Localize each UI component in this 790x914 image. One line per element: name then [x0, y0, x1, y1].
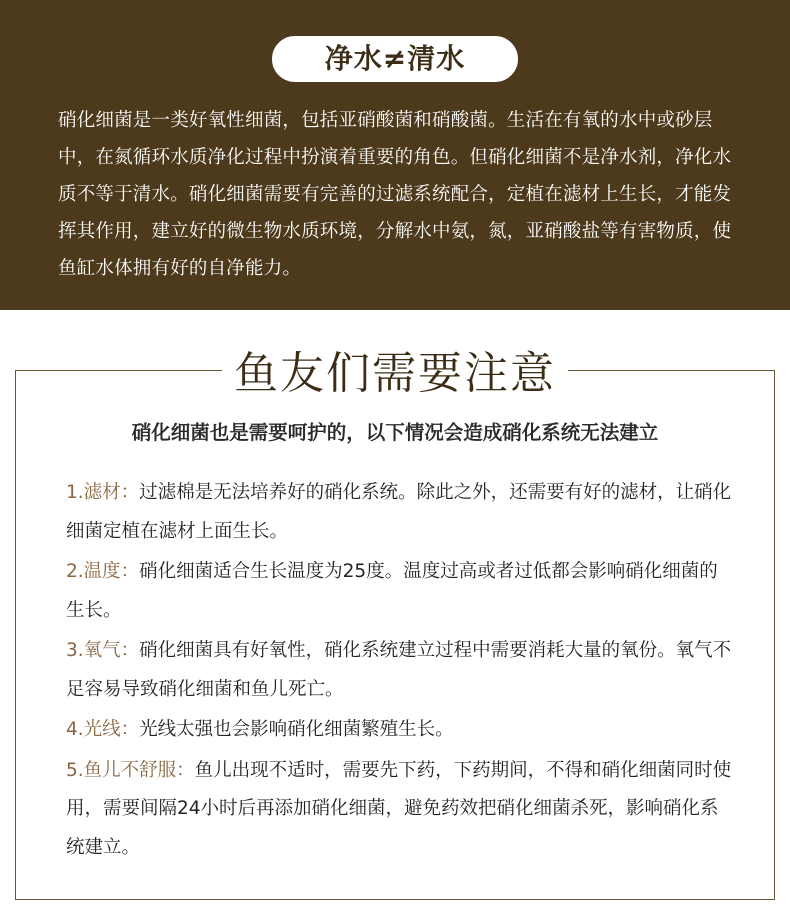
notice-item-temperature [66, 553, 736, 630]
notice-item-label: 2.温度： [66, 561, 140, 582]
intro-title: 净水≠清水 [272, 36, 518, 82]
notice-subtitle: 硝化细菌也是需要呵护的，以下情况会造成硝化系统无法建立 [131, 421, 659, 444]
notice-item-text: 硝化细菌适合生长温度为25度。温度过高或者过低都会影响硝化细菌的生长。 [66, 561, 718, 621]
notice-item-label: 3.氧气： [66, 640, 140, 661]
intro-section [0, 0, 790, 310]
notice-item-text: 光线太强也会影响硝化细菌繁殖生长。 [139, 719, 454, 740]
notice-item-label: 1.滤材： [66, 482, 140, 503]
notice-item-fish-unwell [66, 752, 736, 868]
notice-item-label: 5.鱼儿不舒服： [66, 759, 195, 781]
notice-item-light [66, 711, 736, 750]
intro-paragraph: 硝化细菌是一类好氧性细菌，包括亚硝酸菌和硝酸菌。生活在有氧的水中或砂层中，在氮循环水质净化过程中扮演着重要的角色。但硝化细菌不是净水剂，净化水质不等于清水。硝化细菌需要有完善的过滤系统配合，定植在滤材上生长，才能发挥其作用，建立好的微生物水质环境，分解水中氨，氮，亚硝酸盐等有害物质，使鱼缸水体拥有好的自净能力。 [58, 110, 732, 279]
notice-item-text: 鱼儿出现不适时，需要先下药，下药期间，不得和硝化细菌同时使用，需要间隔24小时后再添加硝化细菌，避免药效把硝化细菌杀死，影响硝化系统建立。 [66, 759, 732, 858]
notice-item-text: 硝化细菌具有好氧性，硝化系统建立过程中需要消耗大量的氧份。氧气不足容易导致硝化细菌和鱼儿死亡。 [66, 640, 732, 700]
notice-item-oxygen [66, 632, 736, 709]
notice-item-text: 过滤棉是无法培养好的硝化系统。除此之外，还需要有好的滤材，让硝化细菌定植在滤材上面生长。 [66, 482, 732, 542]
notice-item-filter-media [66, 474, 736, 551]
notice-list [66, 474, 736, 869]
notice-item-label: 4.光线： [66, 719, 140, 740]
notice-title: 鱼友们需要注意 [222, 346, 568, 402]
